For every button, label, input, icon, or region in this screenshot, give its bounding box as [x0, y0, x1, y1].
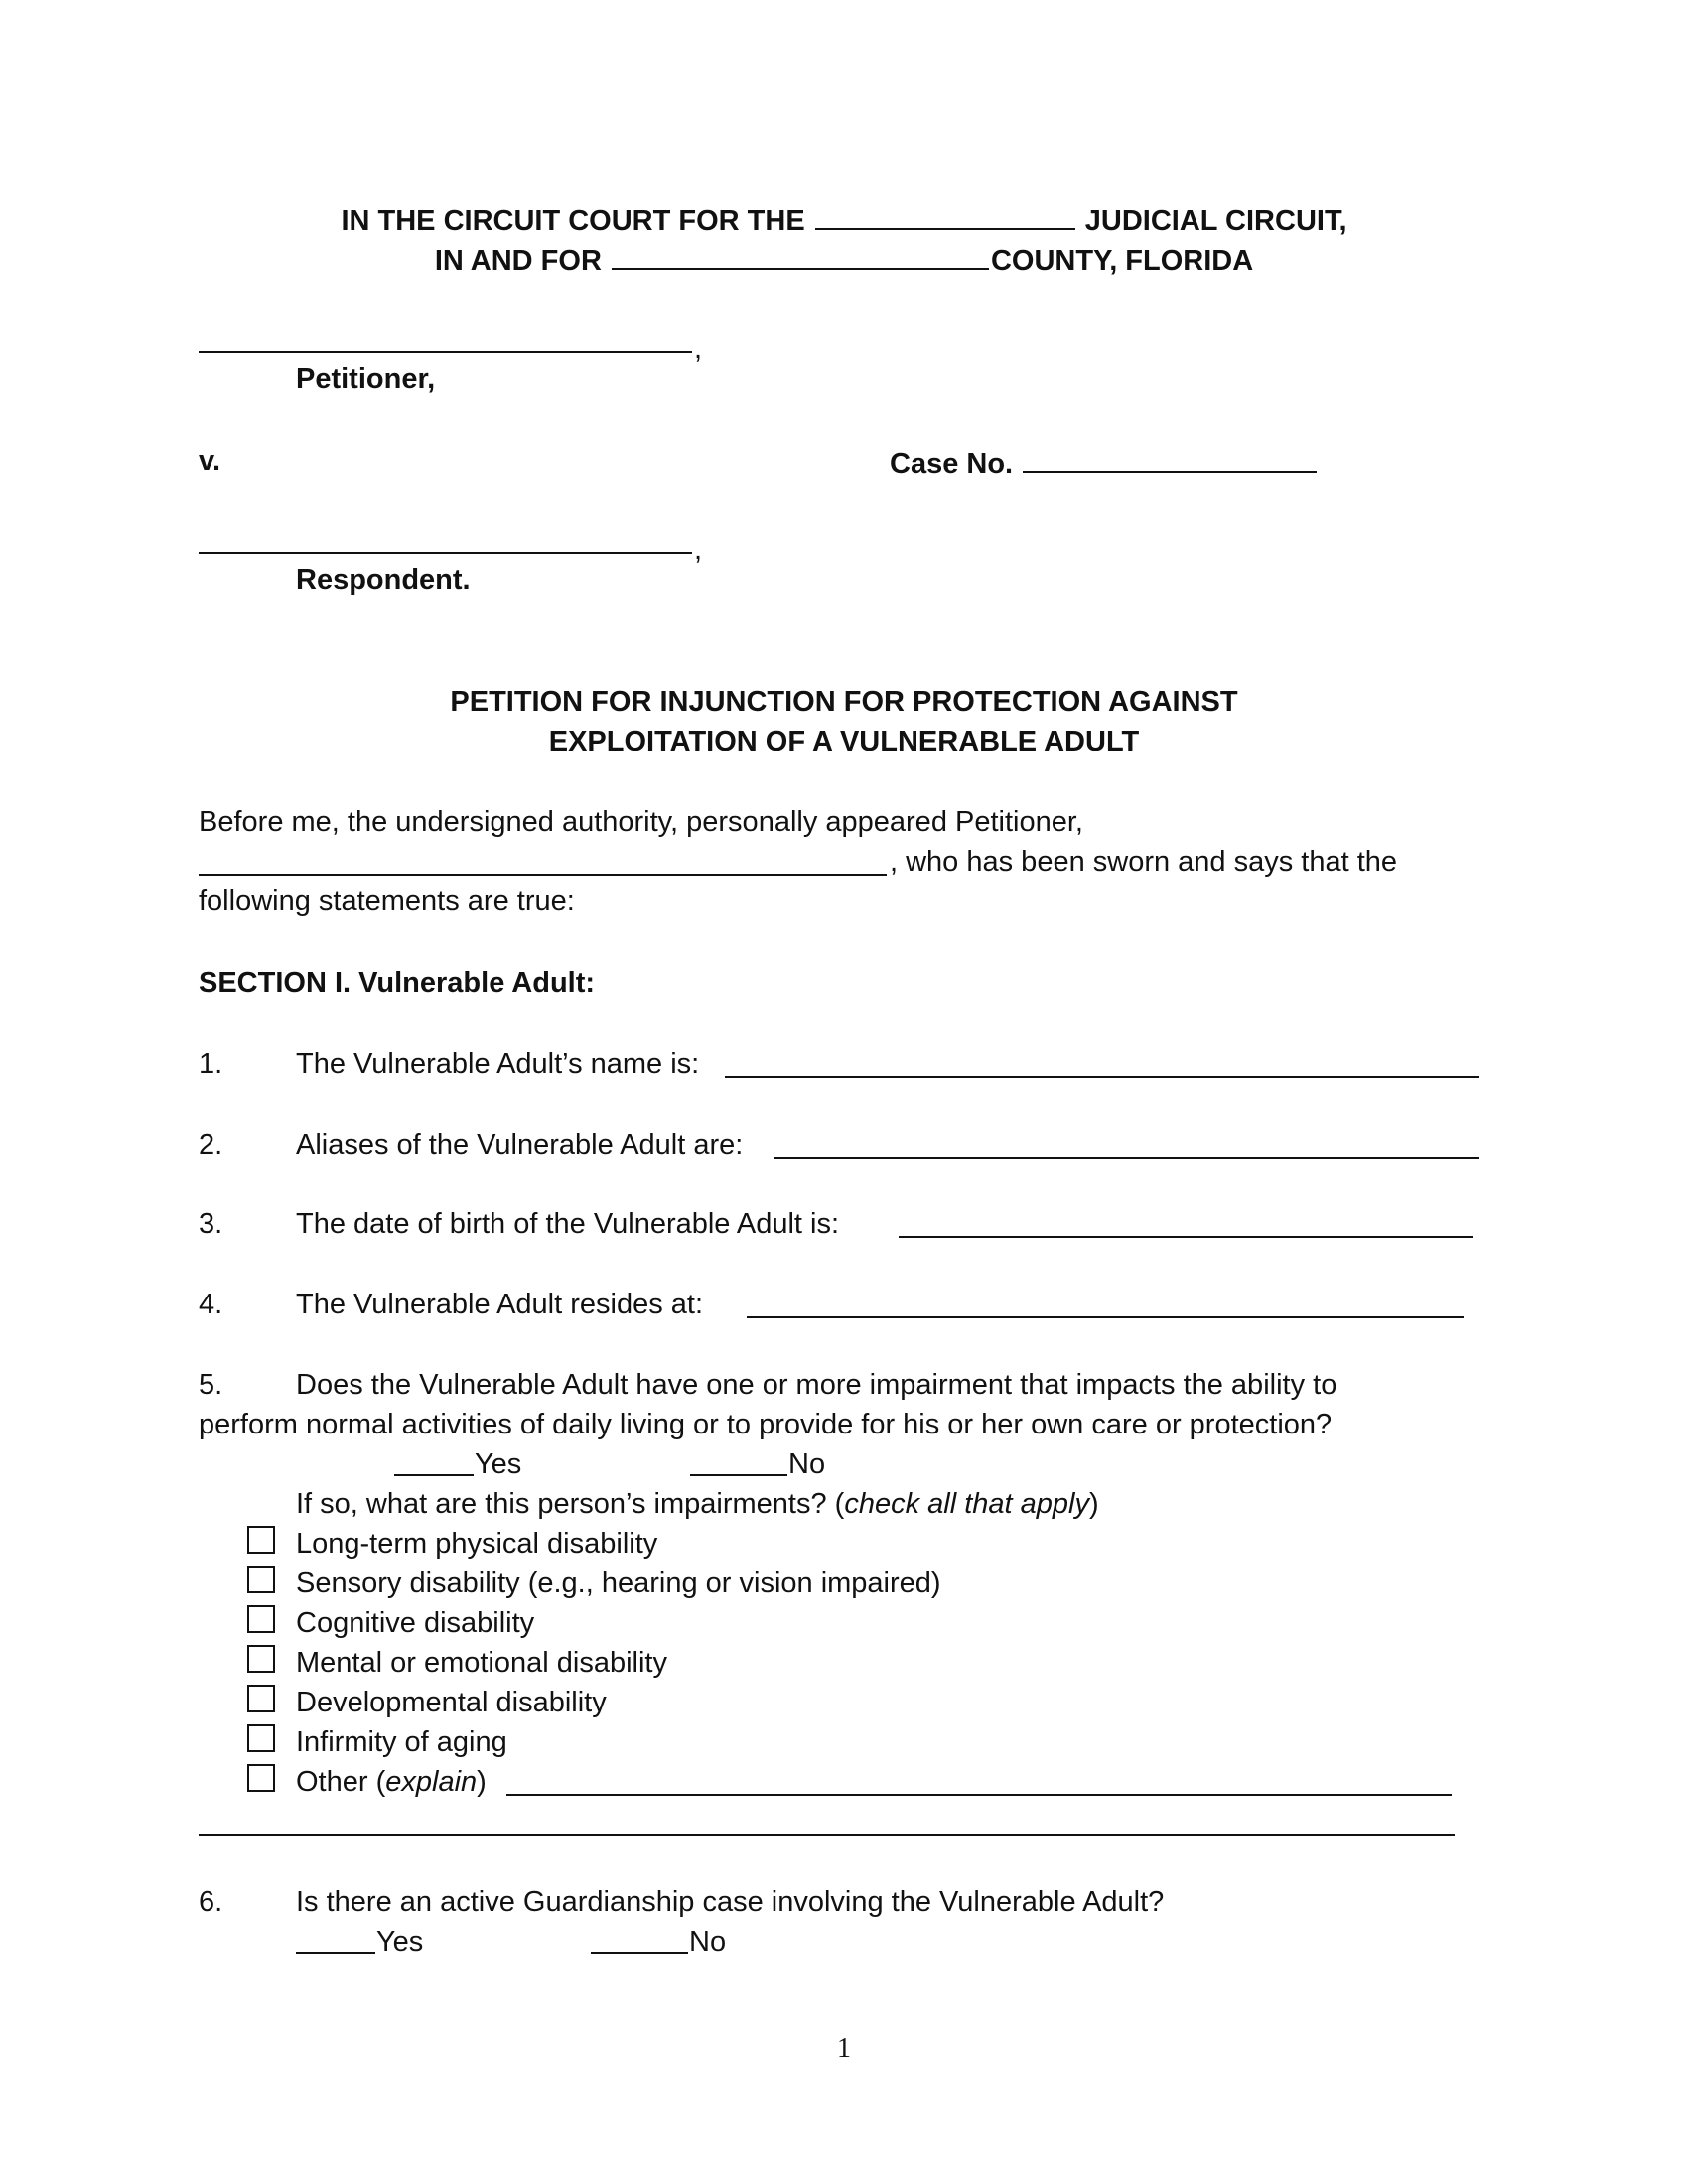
long-term-physical-disability-label: Long-term physical disability — [296, 1528, 658, 1560]
cognitive-disability-checkbox[interactable] — [247, 1605, 275, 1633]
vulnerable-adult-name-line[interactable] — [725, 1076, 1479, 1078]
item-5-line-2: perform normal activities of daily living or to provide for his or her own care or protection? — [199, 1409, 1333, 1440]
petitioner-name-line[interactable] — [199, 351, 692, 353]
respondent-comma: , — [694, 534, 703, 566]
sensory-disability-label: Sensory disability (e.g., hearing or vision impaired) — [296, 1568, 941, 1599]
document-title-line-1: PETITION FOR INJUNCTION FOR PROTECTION AGAINST — [450, 686, 1238, 718]
q5-yes-label: Yes — [475, 1448, 522, 1480]
document-title-line-2: EXPLOITATION OF A VULNERABLE ADULT — [548, 726, 1140, 757]
item-4-label: The Vulnerable Adult resides at: — [296, 1289, 704, 1320]
petitioner-appeared-name-line[interactable] — [199, 874, 887, 876]
infirmity-of-aging-label: Infirmity of aging — [296, 1726, 507, 1758]
other-label: Other (explain) — [296, 1766, 487, 1798]
developmental-disability-label: Developmental disability — [296, 1687, 607, 1718]
date-of-birth-line[interactable] — [899, 1236, 1473, 1238]
item-5-number: 5. — [199, 1369, 223, 1401]
other-checkbox[interactable] — [247, 1764, 275, 1792]
item-5-line-1: Does the Vulnerable Adult have one or more impairment that impacts the ability to — [296, 1369, 1337, 1401]
q6-no-blank[interactable] — [591, 1952, 688, 1954]
court-caption-line-2: IN AND FOR COUNTY, FLORIDA — [434, 245, 1254, 277]
court-caption-line-1: IN THE CIRCUIT COURT FOR THE JUDICIAL CIRCUIT, — [341, 205, 1347, 237]
respondent-label: Respondent. — [296, 564, 471, 596]
infirmity-of-aging-checkbox[interactable] — [247, 1724, 275, 1752]
item-3-number: 3. — [199, 1208, 223, 1240]
item-1-number: 1. — [199, 1048, 223, 1080]
aliases-line[interactable] — [774, 1157, 1479, 1159]
residence-line[interactable] — [747, 1316, 1464, 1318]
item-1-label: The Vulnerable Adult’s name is: — [296, 1048, 700, 1080]
mental-emotional-disability-checkbox[interactable] — [247, 1645, 275, 1673]
q6-yes-blank[interactable] — [296, 1952, 375, 1954]
judicial-circuit-blank[interactable] — [815, 205, 1075, 230]
page-number: 1 — [837, 2033, 851, 2064]
versus-label: v. — [199, 445, 221, 477]
mental-emotional-disability-label: Mental or emotional disability — [296, 1647, 667, 1679]
intro-line-3: following statements are true: — [199, 886, 575, 917]
respondent-name-line[interactable] — [199, 552, 692, 554]
item-2-label: Aliases of the Vulnerable Adult are: — [296, 1129, 744, 1160]
developmental-disability-checkbox[interactable] — [247, 1685, 275, 1712]
item-6-label: Is there an active Guardianship case involving the Vulnerable Adult? — [296, 1886, 1165, 1918]
q6-yes-label: Yes — [376, 1926, 424, 1958]
sensory-disability-checkbox[interactable] — [247, 1566, 275, 1593]
q6-no-label: No — [689, 1926, 727, 1958]
impairments-prompt: If so, what are this person’s impairments? (check all that apply) — [296, 1488, 1099, 1520]
q5-no-blank[interactable] — [690, 1474, 787, 1476]
q5-yes-blank[interactable] — [394, 1474, 474, 1476]
case-number-blank[interactable] — [1023, 447, 1317, 473]
q5-no-label: No — [788, 1448, 826, 1480]
county-blank[interactable] — [612, 244, 989, 270]
item-3-label: The date of birth of the Vulnerable Adult is: — [296, 1208, 840, 1240]
intro-line-1: Before me, the undersigned authority, personally appeared Petitioner, — [199, 806, 1083, 838]
item-6-number: 6. — [199, 1886, 223, 1918]
section-1-heading: SECTION I. Vulnerable Adult: — [199, 967, 596, 999]
petitioner-label: Petitioner, — [296, 363, 436, 395]
petitioner-comma: , — [694, 334, 703, 365]
other-explain-continuation-line[interactable] — [199, 1834, 1455, 1836]
cognitive-disability-label: Cognitive disability — [296, 1607, 535, 1639]
other-explain-line[interactable] — [506, 1794, 1452, 1796]
item-4-number: 4. — [199, 1289, 223, 1320]
long-term-physical-disability-checkbox[interactable] — [247, 1526, 275, 1554]
item-2-number: 2. — [199, 1129, 223, 1160]
case-number-field: Case No. — [890, 447, 1319, 478]
intro-line-2: , who has been sworn and says that the — [890, 846, 1398, 878]
